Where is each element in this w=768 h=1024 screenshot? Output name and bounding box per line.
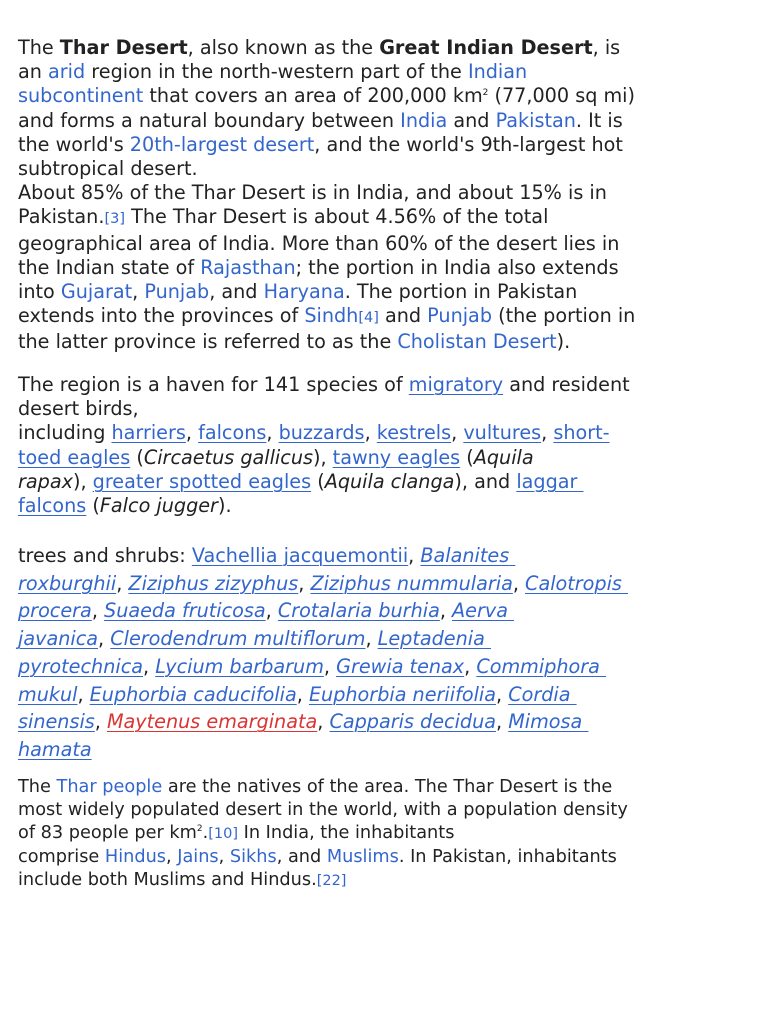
text: . The portion in Pakistan (344, 280, 578, 304)
text: an (18, 60, 49, 84)
text: and (447, 108, 496, 132)
link-mimosa-hamata[interactable]: Mimosa (508, 710, 583, 734)
link-punjab-india[interactable]: Punjab (144, 280, 210, 304)
link-short-toed-eagles[interactable]: toed eagles (18, 445, 131, 469)
text: , (166, 847, 178, 868)
text: ( (311, 469, 325, 493)
text: . In Pakistan, inhabitants (398, 847, 617, 868)
link-cordia-sinensis[interactable]: sinensis (18, 710, 95, 734)
text-line (18, 597, 628, 625)
text: and (378, 304, 428, 328)
link-laggar-falcons[interactable]: falcons (18, 494, 87, 518)
link-arid[interactable]: arid (48, 60, 86, 84)
redlink-maytenus-emarginata[interactable]: Maytenus emarginata (106, 710, 318, 734)
text-line (18, 84, 635, 108)
species-name: Falco jugger (99, 494, 218, 518)
text: ). (556, 330, 571, 354)
species-name: Aquila clanga (324, 469, 455, 493)
text-line (18, 542, 628, 570)
text-line (18, 570, 628, 598)
text-line (18, 846, 628, 869)
link-ziziphus-nummularia[interactable]: Ziziphus nummularia (310, 571, 513, 595)
text: , and (209, 280, 264, 304)
text: , (218, 847, 230, 868)
text: , (98, 627, 111, 651)
text: , (91, 599, 105, 623)
text: In India, the inhabitants (237, 823, 455, 844)
link-buzzards[interactable]: buzzards (278, 421, 365, 445)
text: extends into the provinces of (18, 304, 305, 328)
text-line (18, 304, 635, 330)
link-mimosa-hamata[interactable]: hamata (18, 737, 92, 761)
link-20th-largest-desert[interactable]: 20th-largest desert (129, 132, 315, 156)
link-falcons[interactable]: falcons (198, 421, 267, 445)
link-vultures[interactable]: vultures (463, 421, 542, 445)
link-short-toed-eagles[interactable]: short- (553, 421, 610, 445)
link-calotropis-procera[interactable]: Calotropis (525, 571, 622, 595)
link-indian-subcontinent[interactable]: Indian (467, 60, 528, 84)
citation-link[interactable]: [22] (316, 873, 347, 890)
text-line (18, 822, 628, 846)
text-line (18, 776, 628, 799)
link-pakistan[interactable]: Pakistan (495, 108, 576, 132)
species-name: Aquila (473, 445, 534, 469)
text: , also known as the (187, 36, 380, 59)
flora-paragraph (18, 542, 628, 764)
text-line: most widely populated desert in the world, with a population density (18, 800, 628, 821)
citation-link[interactable]: [10] (208, 826, 238, 843)
text-line (18, 681, 628, 709)
text: , (265, 599, 278, 623)
link-haryana[interactable]: Haryana (263, 280, 345, 304)
text: include both Muslims and Hindus. (18, 870, 317, 891)
text: ( (460, 445, 474, 469)
text: , (94, 710, 107, 734)
text: (the portion in (492, 304, 636, 328)
text: including (18, 421, 112, 445)
link-aerva-javanica[interactable]: javanica (18, 627, 99, 651)
people-paragraph (18, 776, 628, 893)
species-name: rapax (18, 469, 73, 493)
text: , (266, 421, 279, 445)
text: The Thar Desert is about 4.56% of the total (125, 205, 549, 229)
text-line (18, 373, 630, 397)
text: . (202, 823, 209, 844)
text: , (408, 544, 421, 567)
link-lycium-barbarum[interactable]: Lycium barbarum (155, 654, 324, 678)
link-tawny-eagles[interactable]: tawny eagles (332, 445, 461, 469)
link-sindh[interactable]: Sindh (304, 304, 359, 328)
link-aerva-javanica[interactable]: Aerva (452, 599, 508, 623)
text: ). (217, 494, 232, 518)
link-punjab-pakistan[interactable]: Punjab (427, 304, 492, 328)
intro-paragraph (18, 36, 635, 355)
link-calotropis-procera[interactable]: procera (18, 599, 92, 623)
text: of 83 people per km (18, 823, 197, 844)
text: the world's (18, 132, 130, 156)
text-line (18, 446, 630, 470)
link-capparis-decidua[interactable]: Capparis decidua (329, 710, 497, 734)
bold-term-great-indian-desert: Great Indian Desert (379, 36, 593, 59)
link-harriers[interactable]: harriers (111, 421, 186, 445)
text: and forms a natural boundary between (18, 108, 401, 132)
text-line: desert birds, (18, 397, 139, 421)
link-euphorbia-neriifolia[interactable]: Euphorbia neriifolia (308, 682, 496, 706)
text-line (18, 256, 635, 280)
text: region in the north-western part of the (85, 60, 468, 84)
link-balanites-roxburghii[interactable]: roxburghii (18, 571, 117, 595)
citation-link[interactable]: [3] (104, 211, 125, 228)
text: ), and (454, 469, 517, 493)
link-rajasthan[interactable]: Rajasthan (200, 255, 296, 279)
text: The (18, 36, 60, 59)
text-line (18, 470, 630, 494)
text: , (116, 571, 129, 595)
text-line (18, 708, 628, 736)
text: , (317, 710, 330, 734)
text: , (323, 654, 337, 678)
link-vachellia-jacquemontii[interactable]: Vachellia jacquemontii (191, 544, 409, 567)
text: , (298, 571, 311, 595)
text-line (18, 330, 635, 354)
text-line (18, 36, 635, 60)
link-suaeda-fruticosa[interactable]: Suaeda fruticosa (104, 599, 266, 623)
text: are the natives of the area. The Thar Desert is the (162, 777, 613, 797)
text: ( (130, 445, 144, 469)
text-line (18, 736, 628, 764)
text: , (185, 421, 199, 445)
species-name: Circaetus gallicus (143, 445, 313, 469)
text-line (18, 280, 635, 304)
text-line: About 85% of the Thar Desert is in India, and about 15% is in (18, 181, 607, 205)
superscript: 2 (196, 824, 203, 835)
text: Pakistan. (18, 205, 105, 229)
text: (77,000 sq mi) (488, 84, 635, 108)
text-line (18, 869, 628, 893)
text: , (132, 280, 145, 304)
text-line (18, 421, 630, 445)
text: , (541, 421, 554, 445)
text: trees and shrubs: (18, 544, 192, 567)
text: The (18, 777, 57, 797)
link-greater-spotted-eagles[interactable]: greater spotted eagles (92, 469, 312, 493)
link-crotalaria-burhia[interactable]: Crotalaria burhia (277, 599, 440, 623)
text-line (18, 60, 635, 84)
text: , (496, 710, 509, 734)
text: , (464, 654, 477, 678)
text: . It is (575, 108, 623, 132)
link-leptadenia-pyrotechnica[interactable]: pyrotechnica (18, 654, 143, 678)
birds-paragraph (18, 373, 630, 518)
text: ; the portion in India also extends (295, 255, 619, 279)
link-cordia-sinensis[interactable]: Cordia (508, 682, 571, 706)
link-hindus[interactable]: Hindus (104, 847, 166, 868)
link-commiphora-mukul[interactable]: Commiphora (476, 654, 600, 678)
text: ), (72, 469, 93, 493)
text: , is (592, 36, 621, 59)
link-clerodendrum-multiflorum[interactable]: Clerodendrum multiflorum (110, 627, 366, 651)
text: , (364, 421, 377, 445)
text: the Indian state of (18, 255, 201, 279)
link-thar-people[interactable]: Thar people (56, 777, 163, 797)
text: , (496, 682, 509, 706)
text: into (18, 280, 61, 304)
text: , (296, 682, 309, 706)
link-sikhs[interactable]: Sikhs (229, 847, 277, 868)
link-grewia-tenax[interactable]: Grewia tenax (336, 654, 465, 678)
text: the latter province is referred to as the (18, 330, 398, 354)
text-line (18, 653, 628, 681)
text: , (77, 682, 90, 706)
link-muslims[interactable]: Muslims (326, 847, 399, 868)
text-line: geographical area of India. More than 60% of the desert lies in (18, 231, 620, 255)
text-line (18, 494, 630, 518)
text: , and (276, 847, 327, 868)
text: and resident (503, 373, 630, 396)
text: , (512, 571, 526, 595)
link-migratory[interactable]: migratory (408, 373, 504, 396)
link-gujarat[interactable]: Gujarat (60, 280, 133, 304)
text: , (143, 654, 156, 678)
text-line (18, 205, 635, 231)
text-line: subtropical desert. (18, 157, 198, 181)
text: , (365, 627, 378, 651)
link-balanites-roxburghii[interactable]: Balanites (420, 544, 510, 567)
text: , (451, 421, 464, 445)
bold-term-thar-desert: Thar Desert (59, 36, 188, 59)
link-leptadenia-pyrotechnica[interactable]: Leptadenia (377, 627, 485, 651)
text: , and the world's 9th-largest hot (314, 132, 623, 156)
superscript: 2 (482, 88, 489, 99)
text: ( (86, 494, 100, 518)
link-euphorbia-caducifolia[interactable]: Euphorbia caducifolia (89, 682, 297, 706)
link-laggar-falcons[interactable]: laggar (516, 469, 578, 493)
text: that covers an area of 200,000 km (143, 84, 483, 108)
text-line (18, 133, 635, 157)
text: ), (312, 445, 333, 469)
text: comprise (18, 847, 105, 868)
link-commiphora-mukul[interactable]: mukul (18, 682, 78, 706)
text: The region is a haven for 141 species of (18, 373, 409, 396)
citation-link[interactable]: [4] (358, 310, 379, 327)
link-ziziphus-zizyphus[interactable]: Ziziphus zizyphus (128, 571, 299, 595)
link-kestrels[interactable]: kestrels (376, 421, 452, 445)
link-cholistan-desert[interactable]: Cholistan Desert (397, 330, 557, 354)
text: , (439, 599, 453, 623)
link-indian-subcontinent[interactable]: subcontinent (18, 84, 144, 108)
text-line (18, 625, 628, 653)
link-india[interactable]: India (400, 108, 448, 132)
link-jains[interactable]: Jains (177, 847, 219, 868)
text-line (18, 109, 635, 133)
